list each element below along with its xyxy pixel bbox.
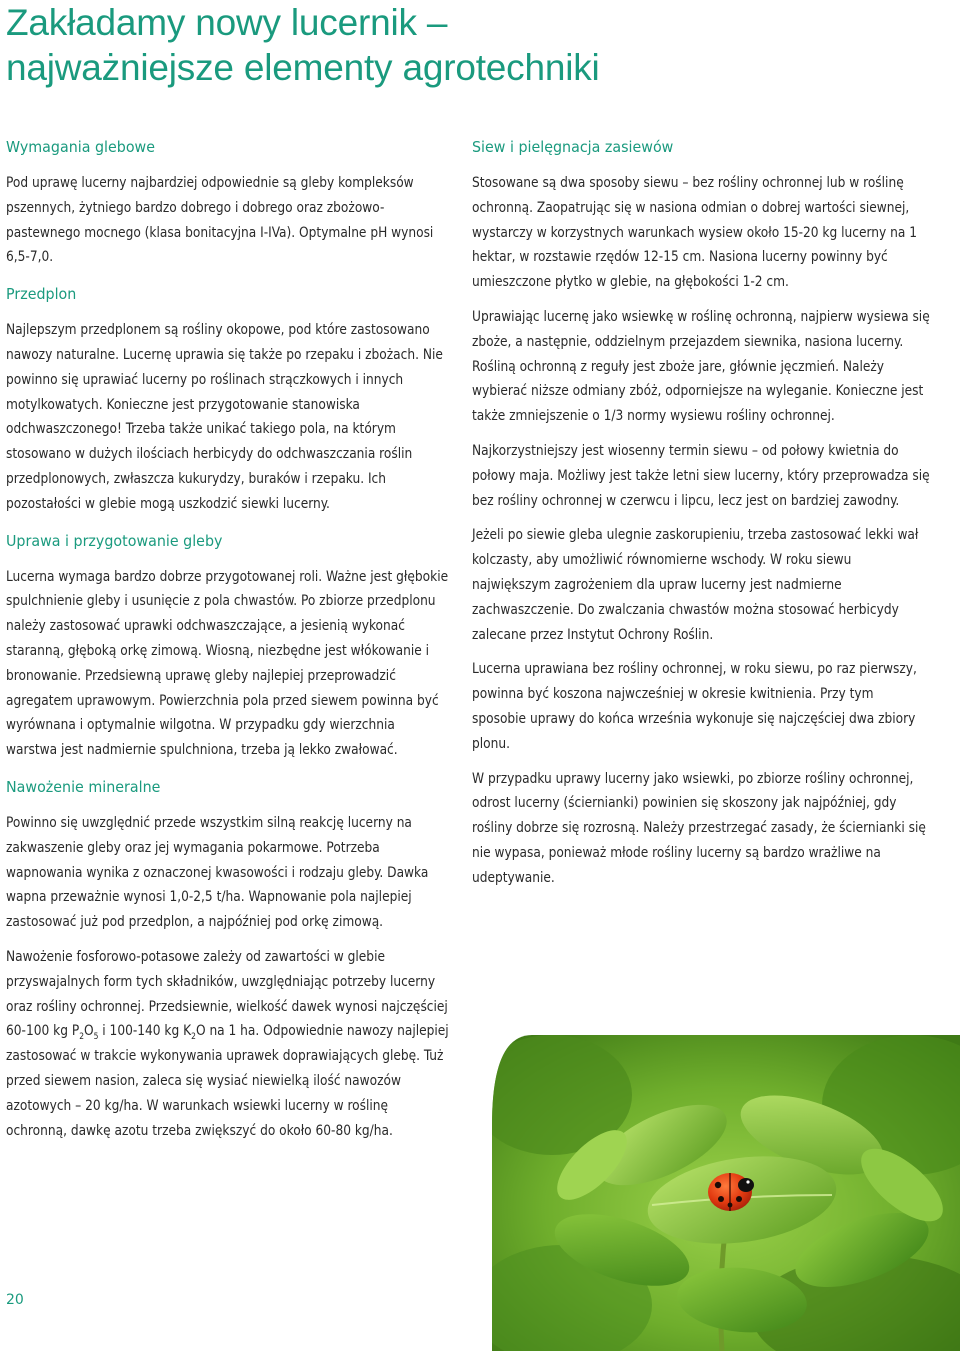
paragraph-sowing-2: Uprawiając lucernę jako wsiewkę w roślinę ochronną, najpierw wysiewa się zboże, a następnie, oddzielnym przejazdem siewnika, nasiona lucerny. Rośliną ochronną z reguły jest zboże jare, głównie jęczmień. Należy wybierać niższe odmiany zbóż, odporniejsze na wyleganie. Konieczne jest także zmniejszenie o 1/3 normy wysiewu rośliny ochronnej. xyxy=(472,307,930,425)
section-heading-sowing: Siew i pielęgnacja zasiewów xyxy=(472,138,674,156)
title-line-1: Zakładamy nowy lucernik – xyxy=(6,2,448,43)
page-title xyxy=(6,0,906,90)
paragraph-sowing-1: Stosowane są dwa sposoby siewu – bez rośliny ochronnej lub w roślinę ochronną. Zaopatrując się w nasiona odmian o dobrej wartości siewnej, wystarczy w korzystnych warunkach wysiew około 15-20 kg lucerny na 1 hektar, w rozstawie rzędów 12-15 cm. Nasiona lucerny powinny być umieszczone płytko w glebie, na głębokości 1-2 cm. xyxy=(472,174,917,291)
section-heading-tillage: Uprawa i przygotowanie gleby xyxy=(6,531,223,550)
paragraph-soil: Pod uprawę lucerny najbardziej odpowiednie są gleby kompleksów pszennych, żytniego bardzo dobrego i dobrego oraz zbożowo-pastewnego mocnego (klasa bonitacyjna I-IVa). Optymalne pH wynosi 6,5-7,0. xyxy=(6,174,434,266)
fert-text-b: O xyxy=(83,1022,94,1040)
fert-text-d: O na 1 ha. Odpowiednie nawozy najlepiej zastosować w trakcie wykonywania uprawek doprawiających glebę. Tuż przed siewem nasion, zaleca się wysiać niewielką ilość nawozów azotowych – 20 kg/ha. W warunkach wsiewki lucerny w roślinę ochronną, dawkę azotu trzeba zwiększyć do około 60-80 kg/ha. xyxy=(6,1022,449,1139)
paragraph-sowing-6: W przypadku uprawy lucerny jako wsiewki, po zbiorze rośliny ochronnej, odrost lucerny (ściernianki) powinien się skoszony jak najpóźniej, gdy rośliny dobrze się rozrosną. Należy przestrzegać zasady, że ściernianki się nie wypasa, ponieważ młode rośliny lucerny są bardzo wrażliwe na udeptywanie. xyxy=(472,769,926,886)
paragraph-sowing-4: Jeżeli po siewie gleba ulegnie zaskorupieniu, trzeba zastosować lekki wał kolczasty, aby umożliwić równomierne wschody. W roku siewu największym zagrożeniem dla upraw lucerny jest nadmierne zachwaszczenie. Do zwalczania chwastów można stosować herbicydy zalecane przez Instytut Ochrony Roślin. xyxy=(472,526,919,643)
fert-sub-2: 5 xyxy=(93,1032,99,1043)
fert-text-c: i 100-140 kg K xyxy=(98,1022,192,1040)
title-line-2: najważniejsze elementy agrotechniki xyxy=(6,47,600,88)
fert-sub-3: 2 xyxy=(191,1032,196,1043)
paragraph-fertilization-2 xyxy=(6,945,449,1143)
paragraph-forecrop: Najlepszym przedplonem są rośliny okopowe, pod które zastosowano nawozy naturalne. Lucernę uprawia się także po rzepaku i zbożach. Nie powinno się uprawiać lucerny po roślinach strączkowych i innych motylkowatych. Konieczne jest przygotowanie stanowiska odchwaszczonego! Trzeba także unikać takiego pola, na którym stosowano w dużych ilościach herbicydy do odchwaszczania roślin przedplonowych, zwłaszcza kukurydzy, buraków i rzepaku. Ich pozostałości w glebie mogą uszkodzić siewki lucerny. xyxy=(6,321,443,512)
fert-sub-1: 2 xyxy=(79,1032,84,1043)
ladybug-alfalfa-photo xyxy=(492,1035,960,1351)
section-heading-fertilization: Nawożenie mineralne xyxy=(6,777,161,796)
paragraph-tillage: Lucerna wymaga bardzo dobrze przygotowanej roli. Ważne jest głębokie spulchnienie gleby i usunięcie z pola chwastów. Po zbiorze przedplonu należy zastosować uprawki odchwaszczające, a jesienią wykonać staranną, głęboką orkę zimową. Wiosną, niezbędne jest włókowanie i bronowanie. Przedsiewną uprawę gleby najlepiej przeprowadzić agregatem uprawowym. Powierzchnia pola przed siewem powinna być wyrównana i optymalnie wilgotna. W przypadku gdy wierzchnia warstwa jest nadmiernie spulchniona, trzeba ją lekko zwałować. xyxy=(6,567,449,759)
left-column xyxy=(6,133,451,1153)
section-heading-soil: Wymagania glebowe xyxy=(6,138,155,156)
right-column xyxy=(472,133,932,901)
paragraph-sowing-5: Lucerna uprawiana bez rośliny ochronnej, w roku siewu, po raz pierwszy, powinna być koszona najwcześniej w okresie kwitnienia. Przy tym sposobie uprawy do końca września wykonuje się najczęściej dwa zbiory plonu. xyxy=(472,660,917,752)
page-number: 20 xyxy=(6,1292,24,1308)
section-heading-forecrop: Przedplon xyxy=(6,285,77,304)
paragraph-sowing-3: Najkorzystniejszy jest wiosenny termin siewu – od połowy kwietnia do połowy maja. Możliwy jest także letni siew lucerny, który przeprowadza się bez rośliny ochronnej w czerwcu i lipcu, lecz jest on bardziej zawodny. xyxy=(472,441,930,509)
paragraph-fertilization-1: Powinno się uwzględnić przede wszystkim silną reakcję lucerny na zakwaszenie gleby oraz jej wymagania pokarmowe. Potrzeba wapnowania wynika z oznaczonej kwasowości i rodzaju gleby. Dawka wapna przeważnie wynosi 1,0-2,5 t/ha. Wapnowanie pola najlepiej zastosować już pod przedplon, a najpóźniej pod orkę zimową. xyxy=(6,813,429,931)
fert-text-a: Nawożenie fosforowo-potasowe zależy od zawartości w glebie przyswajalnych form tych składników, uwzględniając potrzeby lucerny oraz rośliny ochronnej. Przedsiewnie, wielkość dawek wynosi najczęściej 60-100 kg P xyxy=(6,947,448,1040)
